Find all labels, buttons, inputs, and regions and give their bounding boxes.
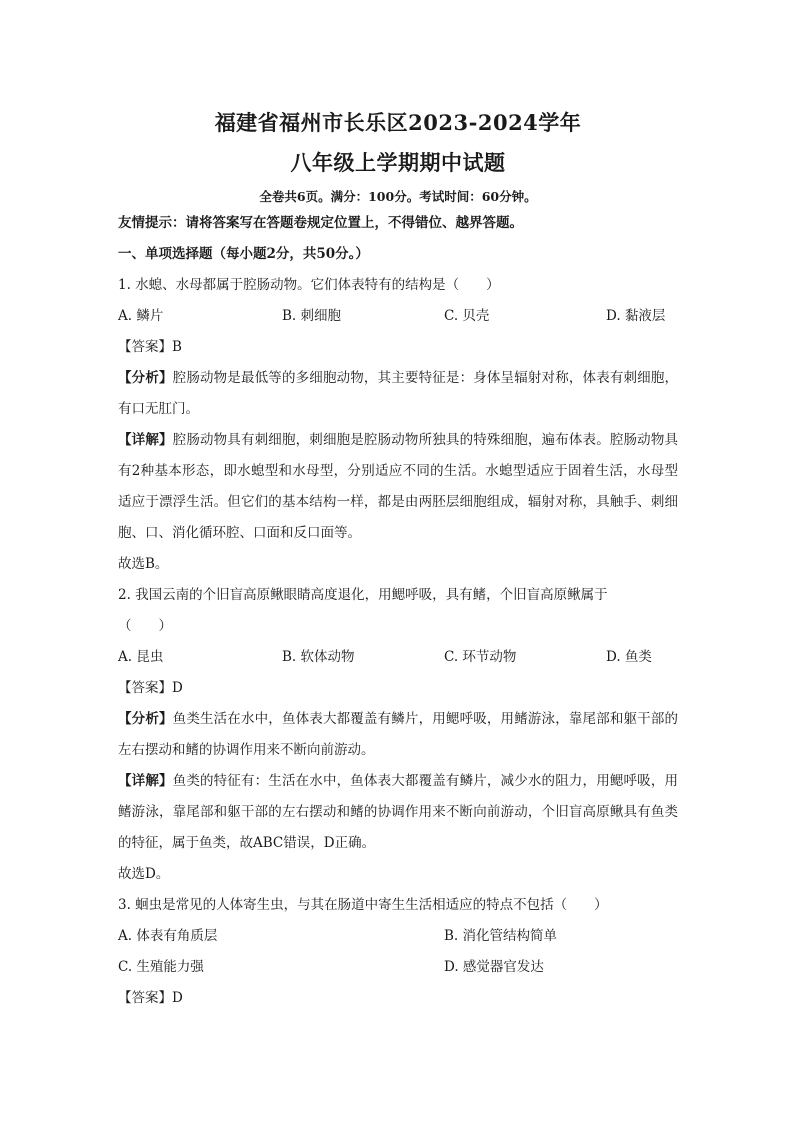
option-d: D. 鱼类 xyxy=(606,649,652,665)
detail xyxy=(118,425,678,549)
conclusion: 故选B。 xyxy=(118,556,169,572)
analysis xyxy=(118,704,678,766)
option-b: B. 消化管结构简单 xyxy=(444,928,558,944)
detail-text: 鱼类的特征有：生活在水中，鱼体表大都覆盖有鳞片，减少水的阻力，用鳃呼吸，用鳍游泳，靠尾部和躯干部的左右摆动和鳍的协调作用来不断向前游动，个旧盲高原鳅具有鱼类的特征，属于鱼类，故ABC错误，D正确。 xyxy=(118,773,679,851)
option-c: C. 生殖能力强 xyxy=(118,959,204,975)
question-stem-continued: （ ） xyxy=(118,618,172,634)
analysis-tag: 【分析】 xyxy=(118,370,173,386)
analysis-text: 腔肠动物是最低等的多细胞动物，其主要特征是：身体呈辐射对称，体表有刺细胞，有口无肛门。 xyxy=(118,370,679,417)
analysis-tag: 【分析】 xyxy=(118,711,173,727)
analysis-text: 鱼类生活在水中，鱼体表大都覆盖有鳞片，用鳃呼吸，用鳍游泳，靠尾部和躯干部的左右摆动和鳍的协调作用来不断向前游动。 xyxy=(118,711,679,758)
option-c: C. 贝壳 xyxy=(444,308,490,324)
options-row xyxy=(118,642,678,673)
option-c: C. 环节动物 xyxy=(444,649,517,665)
answer: 【答案】D xyxy=(118,990,183,1006)
question-stem: 2. 我国云南的个旧盲高原鳅眼睛高度退化，用鳃呼吸，具有鳍，个旧盲高原鳅属于 xyxy=(118,587,608,603)
options-row xyxy=(118,301,678,332)
question-stem: 3. 蛔虫是常见的人体寄生虫，与其在肠道中寄生生活相适应的特点不包括（ ） xyxy=(118,897,608,913)
option-a: A. 体表有角质层 xyxy=(118,928,218,944)
option-b: B. 软体动物 xyxy=(282,649,355,665)
detail-tag: 【详解】 xyxy=(118,432,173,448)
analysis xyxy=(118,363,678,425)
notice: 友情提示：请将答案写在答题卷规定位置上，不得错位、越界答题。 xyxy=(118,215,523,231)
conclusion: 故选D。 xyxy=(118,866,170,882)
detail-tag: 【详解】 xyxy=(118,773,173,789)
answer: 【答案】D xyxy=(118,680,183,696)
exam-page xyxy=(118,100,678,1014)
answer: 【答案】B xyxy=(118,339,182,355)
option-d: D. 感觉器官发达 xyxy=(444,959,544,975)
detail xyxy=(118,766,678,859)
option-a: A. 鳞片 xyxy=(118,308,164,324)
option-b: B. 刺细胞 xyxy=(282,308,342,324)
section-heading: 一、单项选择题（每小题2分，共50分。） xyxy=(118,246,369,262)
options-row xyxy=(118,921,678,983)
exam-title-line2: 八年级上学期期中试题 xyxy=(290,150,506,175)
question-stem: 1. 水螅、水母都属于腔肠动物。它们体表特有的结构是（ ） xyxy=(118,277,500,293)
exam-title-line1: 福建省福州市长乐区2023-2024学年 xyxy=(214,110,582,135)
option-d: D. 黏液层 xyxy=(606,308,666,324)
detail-text: 腔肠动物具有刺细胞，刺细胞是腔肠动物所独具的特殊细胞，遍布体表。腔肠动物具有2种基本形态，即水螅型和水母型，分别适应不同的生活。水螅型适应于固着生活，水母型适应于漂浮生活。但它们的基本结构一样，都是由两胚层细胞组成，辐射对称，具触手、刺细胞、口、消化循环腔、口面和反口面等。 xyxy=(118,432,679,541)
option-a: A. 昆虫 xyxy=(118,649,164,665)
exam-meta: 全卷共6页。满分：100分。考试时间：60分钟。 xyxy=(259,189,537,204)
